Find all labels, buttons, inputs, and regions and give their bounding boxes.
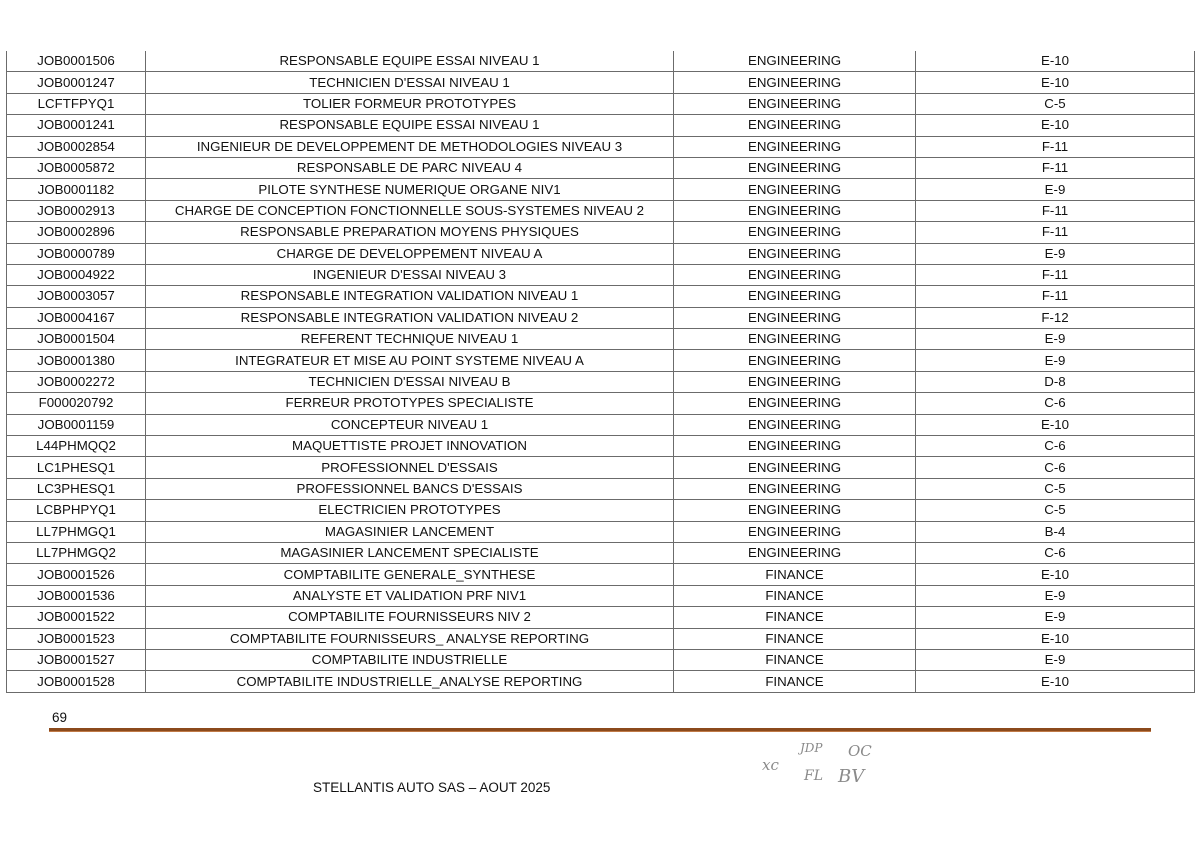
job-title-cell: CONCEPTEUR NIVEAU 1 (146, 414, 674, 435)
department-cell: FINANCE (674, 585, 916, 606)
department-cell: FINANCE (674, 671, 916, 692)
grade-cell: C-6 (916, 393, 1195, 414)
job-title-cell: INGENIEUR DE DEVELOPPEMENT DE METHODOLOGIES NIVEAU 3 (146, 136, 674, 157)
table-row (7, 585, 1195, 606)
job-code-cell: JOB0001528 (7, 671, 146, 692)
job-title-cell: RESPONSABLE EQUIPE ESSAI NIVEAU 1 (146, 51, 674, 72)
table-row (7, 628, 1195, 649)
department-cell: ENGINEERING (674, 179, 916, 200)
table-row (7, 521, 1195, 542)
grade-cell: D-8 (916, 371, 1195, 392)
department-cell: FINANCE (674, 564, 916, 585)
department-cell: ENGINEERING (674, 157, 916, 178)
job-title-cell: TOLIER FORMEUR PROTOTYPES (146, 93, 674, 114)
grade-cell: E-9 (916, 649, 1195, 670)
grade-cell: C-5 (916, 500, 1195, 521)
department-cell: ENGINEERING (674, 307, 916, 328)
footer-company-line: STELLANTIS AUTO SAS – AOUT 2025 (313, 780, 551, 795)
job-code-cell: JOB0001241 (7, 115, 146, 136)
job-title-cell: RESPONSABLE INTEGRATION VALIDATION NIVEAU 1 (146, 286, 674, 307)
table-row (7, 157, 1195, 178)
table-row (7, 115, 1195, 136)
grade-cell: C-6 (916, 542, 1195, 563)
department-cell: ENGINEERING (674, 500, 916, 521)
job-code-cell: JOB0001159 (7, 414, 146, 435)
job-code-cell: JOB0002913 (7, 200, 146, 221)
table-row (7, 307, 1195, 328)
initials-xc: xc (762, 756, 779, 774)
grade-cell: E-10 (916, 72, 1195, 93)
job-code-cell: LCBPHPYQ1 (7, 500, 146, 521)
grade-cell: E-9 (916, 329, 1195, 350)
job-title-cell: PROFESSIONNEL D'ESSAIS (146, 457, 674, 478)
table-row (7, 414, 1195, 435)
job-code-cell: JOB0003057 (7, 286, 146, 307)
department-cell: ENGINEERING (674, 457, 916, 478)
job-title-cell: REFERENT TECHNIQUE NIVEAU 1 (146, 329, 674, 350)
table-body (7, 51, 1195, 692)
grade-cell: E-10 (916, 51, 1195, 72)
job-title-cell: ANALYSTE ET VALIDATION PRF NIV1 (146, 585, 674, 606)
table-row (7, 500, 1195, 521)
department-cell: ENGINEERING (674, 264, 916, 285)
grade-cell: C-5 (916, 478, 1195, 499)
table-row (7, 72, 1195, 93)
initials-jdp: JDP (800, 741, 823, 755)
table-row (7, 478, 1195, 499)
department-cell: ENGINEERING (674, 414, 916, 435)
grade-cell: C-6 (916, 436, 1195, 457)
grade-cell: E-10 (916, 115, 1195, 136)
table-row (7, 649, 1195, 670)
table-row (7, 200, 1195, 221)
table-row (7, 393, 1195, 414)
table-row (7, 350, 1195, 371)
department-cell: ENGINEERING (674, 222, 916, 243)
table-row (7, 93, 1195, 114)
job-title-cell: MAGASINIER LANCEMENT (146, 521, 674, 542)
department-cell: ENGINEERING (674, 72, 916, 93)
grade-cell: E-9 (916, 585, 1195, 606)
job-title-cell: MAGASINIER LANCEMENT SPECIALISTE (146, 542, 674, 563)
job-code-cell: JOB0001522 (7, 607, 146, 628)
job-code-cell: LL7PHMGQ1 (7, 521, 146, 542)
department-cell: ENGINEERING (674, 115, 916, 136)
department-cell: ENGINEERING (674, 542, 916, 563)
grade-cell: E-9 (916, 243, 1195, 264)
department-cell: ENGINEERING (674, 51, 916, 72)
job-title-cell: TECHNICIEN D'ESSAI NIVEAU B (146, 371, 674, 392)
grade-cell: B-4 (916, 521, 1195, 542)
job-title-cell: FERREUR PROTOTYPES SPECIALISTE (146, 393, 674, 414)
grade-cell: F-11 (916, 157, 1195, 178)
job-code-cell: JOB0000789 (7, 243, 146, 264)
table-row (7, 371, 1195, 392)
job-title-cell: INGENIEUR D'ESSAI NIVEAU 3 (146, 264, 674, 285)
grade-cell: E-9 (916, 607, 1195, 628)
department-cell: ENGINEERING (674, 243, 916, 264)
job-title-cell: COMPTABILITE FOURNISSEURS NIV 2 (146, 607, 674, 628)
table-row (7, 222, 1195, 243)
department-cell: ENGINEERING (674, 521, 916, 542)
grade-cell: E-10 (916, 671, 1195, 692)
job-title-cell: PILOTE SYNTHESE NUMERIQUE ORGANE NIV1 (146, 179, 674, 200)
table-row (7, 671, 1195, 692)
job-title-cell: RESPONSABLE INTEGRATION VALIDATION NIVEAU 2 (146, 307, 674, 328)
table-row (7, 457, 1195, 478)
job-code-cell: JOB0002272 (7, 371, 146, 392)
grade-cell: F-11 (916, 200, 1195, 221)
footer-rule (49, 728, 1151, 732)
table-row (7, 243, 1195, 264)
job-code-cell: F000020792 (7, 393, 146, 414)
job-title-cell: RESPONSABLE EQUIPE ESSAI NIVEAU 1 (146, 115, 674, 136)
job-title-cell: COMPTABILITE GENERALE_SYNTHESE (146, 564, 674, 585)
job-code-cell: JOB0004167 (7, 307, 146, 328)
department-cell: FINANCE (674, 628, 916, 649)
grade-cell: E-10 (916, 414, 1195, 435)
job-code-cell: LC1PHESQ1 (7, 457, 146, 478)
job-title-cell: COMPTABILITE INDUSTRIELLE (146, 649, 674, 670)
department-cell: ENGINEERING (674, 93, 916, 114)
job-title-cell: CHARGE DE DEVELOPPEMENT NIVEAU A (146, 243, 674, 264)
table-row (7, 286, 1195, 307)
job-title-cell: PROFESSIONNEL BANCS D'ESSAIS (146, 478, 674, 499)
department-cell: ENGINEERING (674, 350, 916, 371)
grade-cell: F-11 (916, 264, 1195, 285)
job-code-cell: LL7PHMGQ2 (7, 542, 146, 563)
job-title-cell: TECHNICIEN D'ESSAI NIVEAU 1 (146, 72, 674, 93)
job-code-cell: JOB0001526 (7, 564, 146, 585)
job-code-cell: JOB0001504 (7, 329, 146, 350)
grade-cell: C-5 (916, 93, 1195, 114)
job-code-cell: JOB0002896 (7, 222, 146, 243)
table-row (7, 607, 1195, 628)
job-code-cell: JOB0001182 (7, 179, 146, 200)
table-row (7, 179, 1195, 200)
handwritten-initials (760, 740, 890, 788)
grade-cell: F-11 (916, 222, 1195, 243)
job-title-cell: RESPONSABLE DE PARC NIVEAU 4 (146, 157, 674, 178)
grade-cell: E-9 (916, 179, 1195, 200)
grade-cell: E-10 (916, 564, 1195, 585)
table-row (7, 264, 1195, 285)
job-title-cell: RESPONSABLE PREPARATION MOYENS PHYSIQUES (146, 222, 674, 243)
job-title-cell: INTEGRATEUR ET MISE AU POINT SYSTEME NIVEAU A (146, 350, 674, 371)
job-code-cell: LC3PHESQ1 (7, 478, 146, 499)
table-row (7, 564, 1195, 585)
job-code-cell: JOB0002854 (7, 136, 146, 157)
department-cell: ENGINEERING (674, 136, 916, 157)
table-row (7, 136, 1195, 157)
job-code-cell: LCFTFPYQ1 (7, 93, 146, 114)
job-title-cell: COMPTABILITE FOURNISSEURS_ ANALYSE REPORTING (146, 628, 674, 649)
job-code-cell: JOB0001523 (7, 628, 146, 649)
job-title-cell: CHARGE DE CONCEPTION FONCTIONNELLE SOUS-SYSTEMES NIVEAU 2 (146, 200, 674, 221)
department-cell: ENGINEERING (674, 329, 916, 350)
grade-cell: F-11 (916, 286, 1195, 307)
initials-oc: OC (848, 742, 872, 760)
job-code-cell: JOB0001380 (7, 350, 146, 371)
initials-fl: FL (804, 768, 824, 784)
job-title-cell: ELECTRICIEN PROTOTYPES (146, 500, 674, 521)
job-code-cell: JOB0001506 (7, 51, 146, 72)
table-row (7, 542, 1195, 563)
department-cell: FINANCE (674, 607, 916, 628)
job-classification-table (6, 51, 1195, 693)
grade-cell: E-10 (916, 628, 1195, 649)
grade-cell: C-6 (916, 457, 1195, 478)
job-title-cell: MAQUETTISTE PROJET INNOVATION (146, 436, 674, 457)
job-code-cell: JOB0001527 (7, 649, 146, 670)
department-cell: ENGINEERING (674, 393, 916, 414)
department-cell: ENGINEERING (674, 436, 916, 457)
department-cell: ENGINEERING (674, 478, 916, 499)
department-cell: ENGINEERING (674, 286, 916, 307)
table-row (7, 436, 1195, 457)
grade-cell: F-12 (916, 307, 1195, 328)
page-number: 69 (52, 710, 68, 725)
job-title-cell: COMPTABILITE INDUSTRIELLE_ANALYSE REPORTING (146, 671, 674, 692)
job-code-cell: JOB0004922 (7, 264, 146, 285)
job-code-cell: JOB0001247 (7, 72, 146, 93)
department-cell: FINANCE (674, 649, 916, 670)
grade-cell: F-11 (916, 136, 1195, 157)
grade-cell: E-9 (916, 350, 1195, 371)
job-code-cell: JOB0005872 (7, 157, 146, 178)
department-cell: ENGINEERING (674, 371, 916, 392)
department-cell: ENGINEERING (674, 200, 916, 221)
job-code-cell: L44PHMQQ2 (7, 436, 146, 457)
job-code-cell: JOB0001536 (7, 585, 146, 606)
initials-bv: BV (838, 766, 865, 787)
table-row (7, 51, 1195, 72)
table-row (7, 329, 1195, 350)
